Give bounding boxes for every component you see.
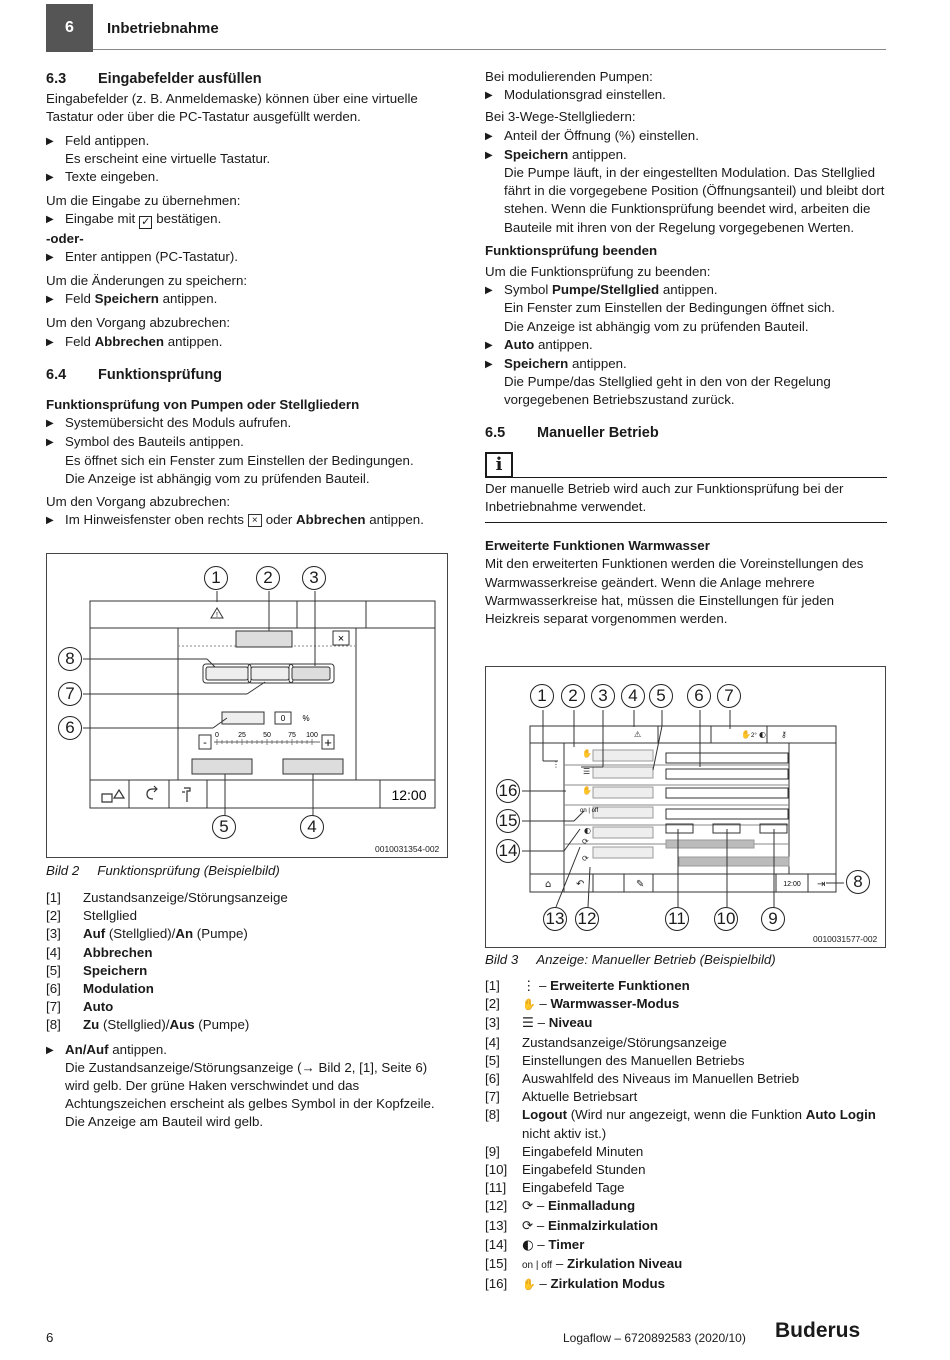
menu-dots-icon: ⋮ — [522, 978, 536, 993]
legend-row: [3] ☰ – Niveau — [485, 1015, 593, 1032]
confirm-check-icon: ✓ — [141, 216, 151, 229]
header-rule — [93, 49, 886, 50]
fig2-tick-75: 75 — [288, 732, 296, 739]
bullet: ▶ Im Hinweisfenster oben rechts × oder Abbrechen antippen. — [46, 511, 448, 530]
p-mod: Bei modulierenden Pumpen: — [485, 69, 653, 84]
legend-row: [5] Speichern — [46, 962, 148, 978]
fig2-pct-value: 0 — [280, 714, 286, 723]
s64-subtitle: Funktionsprüfung von Pumpen oder Stellgliedern — [46, 397, 360, 413]
fig2-close: × — [337, 633, 345, 645]
figure-2 — [46, 553, 448, 858]
fig3-callout-8: 8 — [846, 870, 870, 894]
bullet: ▶ Modulationsgrad einstellen. — [485, 86, 887, 105]
fig3-callout-10: 10 — [714, 907, 738, 931]
fig2-pct-unit: % — [302, 714, 310, 723]
legend-row: [1] Zustandsanzeige/Störungsanzeige — [46, 890, 288, 905]
fig3-onoff: on | off — [580, 808, 599, 814]
fig2-tick-25: 25 — [238, 732, 246, 739]
bullet-icon: ▶ — [485, 339, 493, 351]
hand-icon: ✋ — [582, 749, 592, 758]
fig2-id: 0010031354-002 — [375, 844, 440, 854]
fig3-callout-11: 11 — [665, 907, 689, 931]
s63-save: Um die Änderungen zu speichern: — [46, 273, 248, 289]
fig3-callout-16: 16 — [496, 779, 520, 803]
bullet: ▶ Speichern antippen. Die Pumpe läuft, in der eingestellten Modulation. Das Stellglied fährt in die vorgegebene Position (Öffnungsanteil) und bleibt dort stehen. Wenn die Funktionsprüfung beendet wird, arbeiten die Bauteile mit ihren von der Regelung vorgegebenen Werten. — [485, 146, 887, 237]
legend-row: [10] Eingabefeld Stunden — [485, 1162, 646, 1178]
legend-row: [8] Zu (Stellglied)/Aus (Pumpe) — [46, 1017, 250, 1033]
bullet-icon: ▶ — [46, 515, 54, 527]
info-icon: i — [485, 452, 513, 478]
bullet: ▶ Feld Speichern antippen. — [46, 290, 448, 309]
bullet: ▶ Enter antippen (PC-Tastatur). — [46, 248, 448, 267]
p-end: Um die Funktionsprüfung zu beenden: — [485, 264, 711, 280]
bullet-icon: ▶ — [485, 130, 493, 142]
brand-logo: Buderus — [775, 1319, 861, 1342]
hand-icon: ✋ — [741, 730, 751, 739]
fig2-callout-3: 3 — [302, 566, 326, 590]
tools-icon: ✎ — [636, 879, 645, 890]
onoff-icon: on | off — [522, 1260, 553, 1272]
hand-icon: ✋ — [522, 1278, 536, 1292]
left-column — [46, 70, 448, 530]
bullet-icon: ▶ — [46, 437, 54, 449]
legend-row: [13] ⟳ – Einmalzirkulation — [485, 1217, 659, 1234]
level-icon: ☰ — [522, 1016, 534, 1032]
hand-icon: ✋ — [582, 786, 592, 795]
bullet-icon: ▶ — [485, 149, 493, 161]
fig3-callout-9: 9 — [761, 907, 785, 931]
bullet-icon: ▶ — [46, 172, 54, 184]
legend-row: [14] ◐ – Timer — [485, 1236, 585, 1253]
legend-row: [6] Auswahlfeld des Niveaus im Manuellen Betrieb — [485, 1071, 800, 1087]
legend-fig2 — [46, 889, 451, 1132]
fig3-time: 12:00 — [783, 881, 801, 888]
bullet-icon: ▶ — [46, 214, 54, 226]
bullet-icon: ▶ — [46, 251, 54, 263]
warning-icon: ⚠ — [634, 730, 642, 739]
s63-abort: Um den Vorgang abzubrechen: — [46, 315, 231, 331]
s63-take: Um die Eingabe zu übernehmen: — [46, 193, 241, 209]
legend-row: [8] Logout (Wird nur angezeigt, wenn die Funktion Auto Login nicht aktiv ist.) — [485, 1107, 876, 1141]
key-icon: ⚷ — [781, 730, 787, 739]
chapter-number: 6 — [46, 4, 93, 52]
info-text: Der manuelle Betrieb wird auch zur Funktionsprüfung bei der Inbetriebnahme verwendet. — [485, 478, 887, 523]
fig3-temp: 2° — [751, 733, 757, 739]
bullet: ▶ Speichern antippen. Die Pumpe/das Stellglied geht in den von der Regelung vorgegebenen Betriebszustand zurück. — [485, 355, 887, 410]
bullet: ▶ Symbol Pumpe/Stellglied antippen. Ein Fenster zum Einstellen der Bedingungen öffnet sich. Die Anzeige ist abhängig vom zu prüfenden Bauteil. — [485, 281, 887, 336]
fig2-callout-5: 5 — [212, 815, 236, 839]
bullet: ▶ An/Auf antippen. Die Zustandsanzeige/Störungsanzeige (→ Bild 2, [1], Seite 6) wird gelb. Der grüne Haken verschwindet und das Achtungszeichen erscheint als gelbes Symbol in der Kopfzeile. Die Anzeige am Bauteil wird gelb. — [46, 1041, 451, 1132]
section-6-4-heading: 6.4 Funktionsprüfung — [46, 366, 223, 383]
close-key-icon: × — [248, 514, 262, 527]
logout-icon: ⇥ — [817, 879, 826, 890]
fig3-callout-2: 2 — [561, 684, 585, 708]
bullet: ▶ Feld antippen. Es erscheint eine virtuelle Tastatur. — [46, 132, 448, 168]
fig3-id: 0010031577-002 — [813, 934, 878, 944]
fig3-callout-6: 6 — [687, 684, 711, 708]
bullet: ▶ Auto antippen. — [485, 336, 887, 355]
fig3-caption: Bild 3 Anzeige: Manueller Betrieb (Beispielbild) — [485, 952, 776, 967]
fig3-callout-12: 12 — [575, 907, 599, 931]
fig3-callout-1: 1 — [530, 684, 554, 708]
section-6-3-heading: 6.3 Eingabefelder ausfüllen — [46, 71, 262, 87]
fig3-callout-5: 5 — [649, 684, 673, 708]
legend-row: [16] ✋ – Zirkulation Modus — [485, 1276, 665, 1292]
timer-icon: ◐ — [522, 1237, 534, 1253]
fig2-callout-1: 1 — [204, 566, 228, 590]
bullet-icon: ▶ — [46, 418, 54, 430]
bullet-icon: ▶ — [46, 336, 54, 348]
fig2-callout-4: 4 — [300, 815, 324, 839]
menu-dots-icon: ⋮ — [552, 760, 560, 769]
bullet-icon: ▶ — [485, 359, 493, 371]
recirc-icon: ⟳ — [522, 1218, 534, 1234]
fig2-tick-100: 100 — [306, 732, 318, 739]
bullet-icon: ▶ — [485, 90, 493, 102]
section-6-5-heading: 6.5 Manueller Betrieb — [485, 424, 659, 441]
fig2-plus: + — [324, 735, 332, 750]
legend-row: [11] Eingabefeld Tage — [485, 1180, 625, 1196]
legend-row: [15] on | off – Zirkulation Niveau — [485, 1256, 683, 1272]
fig3-callout-3: 3 — [591, 684, 615, 708]
figure-2-drawing — [47, 554, 447, 857]
fig2-callout-7: 7 — [58, 682, 82, 706]
fig2-callout-8: 8 — [58, 647, 82, 671]
s64-abort: Um den Vorgang abzubrechen: — [46, 494, 231, 510]
legend-row: [5] Einstellungen des Manuellen Betriebs — [485, 1052, 745, 1068]
back-icon: ↶ — [576, 879, 585, 890]
dialog-panel — [178, 628, 356, 780]
fig2-tick-0: 0 — [215, 732, 219, 739]
s65-text: Mit den erweiterten Funktionen werden die Voreinstellungen des Warmwasserkreise geändert. Wenn die Anlage mehrere Warmwasserkreise hat, müssen die Einstellungen für jeden Heizkreis separat vorgenommen werden. — [485, 556, 864, 627]
bullet-icon: ▶ — [485, 285, 493, 297]
p-3way: Bei 3-Wege-Stellgliedern: — [485, 109, 636, 125]
legend-row: [2] ✋ – Warmwasser-Modus — [485, 996, 680, 1012]
fig2-time: 12:00 — [391, 787, 427, 803]
timer-icon: ◐ — [584, 826, 591, 835]
legend-row: [4] Zustandsanzeige/Störungsanzeige — [485, 1034, 727, 1050]
recharge-icon: ⟳ — [582, 854, 589, 863]
bullet: ▶ Eingabe mit ✓ bestätigen. — [46, 211, 222, 229]
fig2-minus: - — [203, 737, 207, 749]
fig3-callout-15: 15 — [496, 809, 520, 833]
warning-icon-mark: ! — [216, 612, 218, 619]
edit-warning-icon — [102, 794, 112, 802]
legend-row: [3] Auf (Stellglied)/An (Pumpe) — [46, 926, 248, 942]
bullet-icon: ▶ — [46, 135, 54, 147]
legend-row: [4] Abbrechen — [46, 944, 153, 960]
page-number: 6 — [46, 1330, 54, 1345]
fig2-callout-6: 6 — [58, 716, 82, 740]
chapter-title: Inbetriebnahme — [107, 20, 219, 37]
figure-3-drawing — [486, 667, 885, 947]
fig3-callout-13: 13 — [543, 907, 567, 931]
doc-reference: Logaflow – 6720892583 (2020/10) — [563, 1331, 746, 1345]
legend-row: [7] Auto — [46, 999, 114, 1015]
legend-row: [1] ⋮ – Erweiterte Funktionen — [485, 978, 690, 993]
fig2-callout-2: 2 — [256, 566, 280, 590]
legend-row: [9] Eingabefeld Minuten — [485, 1143, 644, 1159]
info-box — [485, 452, 887, 478]
fig3-callout-7: 7 — [717, 684, 741, 708]
bullet: ▶ Symbol des Bauteils antippen. Es öffnet sich ein Fenster zum Einstellen der Bedingungen. Die Anzeige ist abhängig vom zu prüfenden Bauteil. — [46, 433, 448, 488]
level-icon: ☰ — [583, 767, 591, 776]
legend-row: [6] Modulation — [46, 981, 154, 997]
right-column — [485, 68, 887, 628]
legend-row: [2] Stellglied — [46, 908, 137, 924]
fig2-tick-50: 50 — [263, 732, 271, 739]
hand-icon: ✋ — [522, 998, 536, 1012]
bullet: ▶ Feld Abbrechen antippen. — [46, 333, 448, 352]
service-icon — [182, 788, 190, 802]
bullet: ▶ Texte eingeben. — [46, 168, 448, 187]
home-icon: ⌂ — [545, 879, 552, 890]
figure-3 — [485, 666, 886, 948]
fig3-callout-4: 4 — [621, 684, 645, 708]
bullet-icon: ▶ — [46, 1044, 54, 1056]
mode-icon: ◐ — [759, 730, 766, 739]
bullet-icon: ▶ — [46, 294, 54, 306]
legend-row: [7] Aktuelle Betriebsart — [485, 1089, 638, 1105]
recharge-icon: ⟳ — [522, 1199, 534, 1215]
oder-label: -oder- — [46, 230, 84, 246]
bullet: ▶ Systemübersicht des Moduls aufrufen. — [46, 414, 448, 433]
s65-sub: Erweiterte Funktionen Warmwasser — [485, 538, 710, 554]
end-heading: Funktionsprüfung beenden — [485, 242, 658, 258]
recirc-icon: ⟳ — [582, 837, 589, 846]
bullet: ▶ Anteil der Öffnung (%) einstellen. — [485, 127, 887, 146]
legend-fig3 — [485, 977, 890, 1294]
fig2-caption: Bild 2 Funktionsprüfung (Beispielbild) — [46, 863, 280, 878]
legend-row: [12] ⟳ – Einmalladung — [485, 1198, 636, 1215]
fig3-callout-14: 14 — [496, 839, 520, 863]
back-icon — [147, 786, 157, 799]
s63-intro: Eingabefelder (z. B. Anmeldemaske) können über eine virtuelle Tastatur oder über die PC-Tastatur ausgefüllt werden. — [46, 91, 418, 125]
